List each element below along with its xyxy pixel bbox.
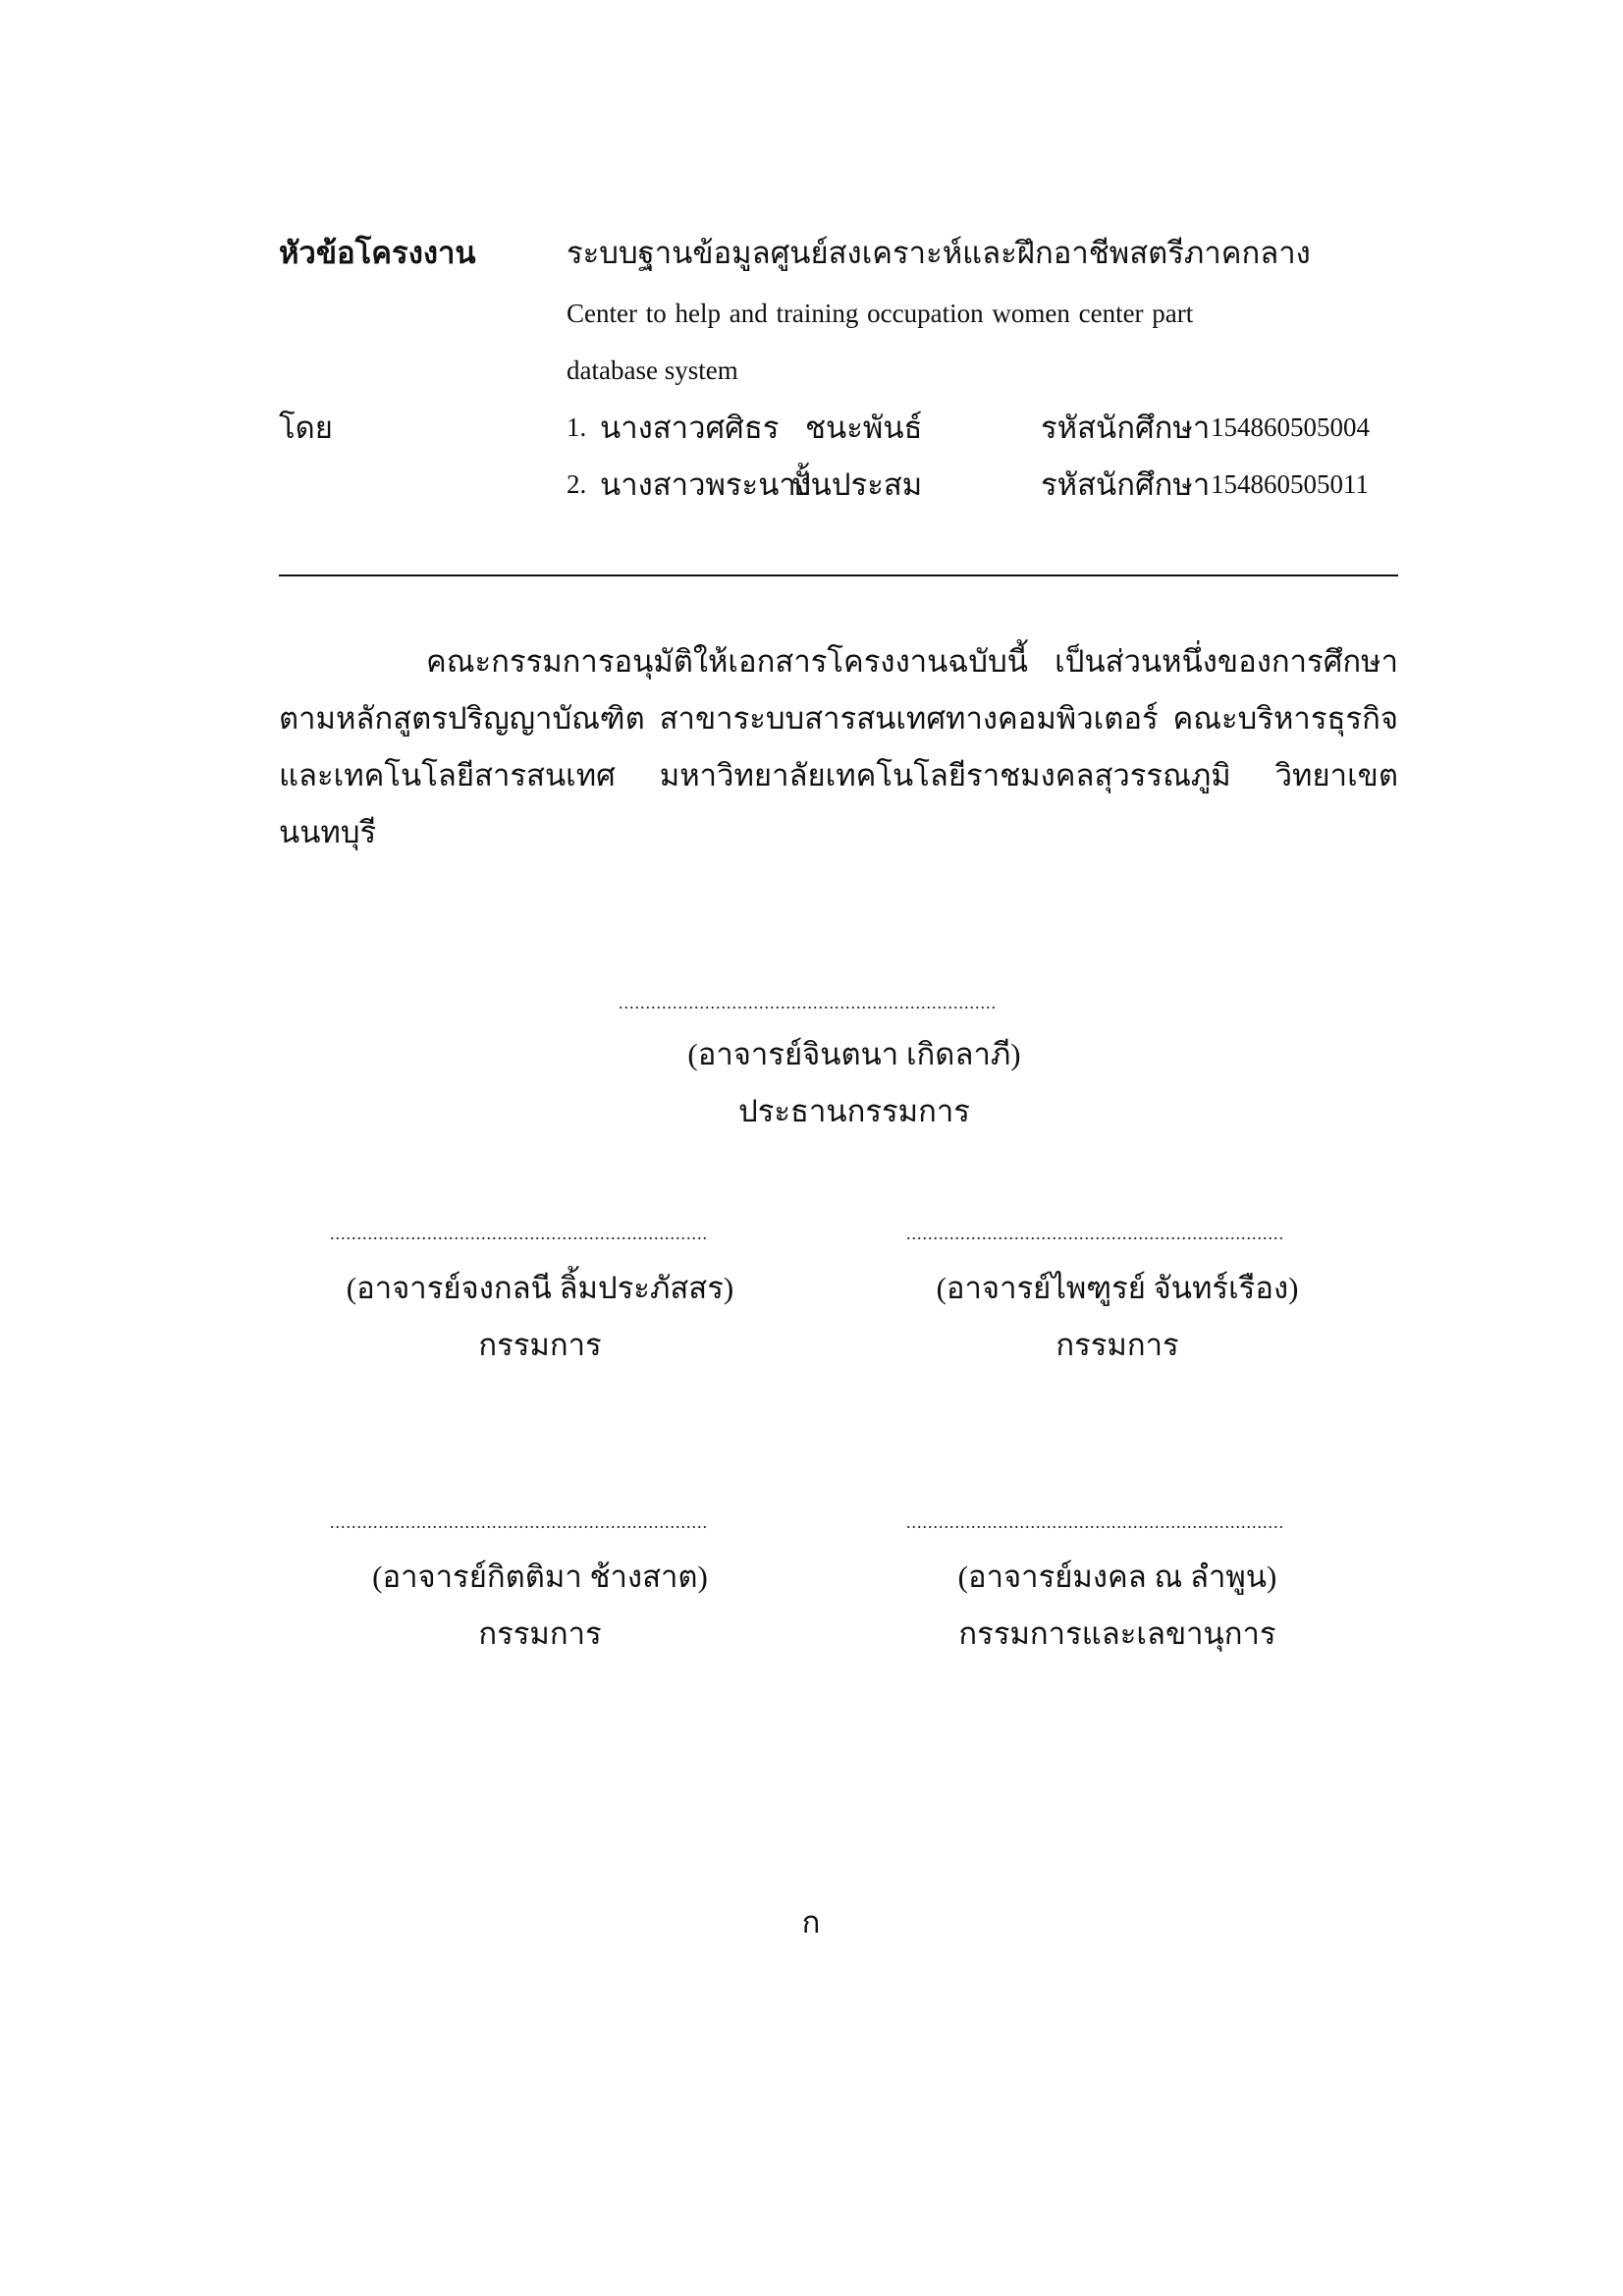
project-title-english-line1: Center to help and training occupation women center part <box>567 299 1194 328</box>
student-number: 2. <box>567 469 587 499</box>
signature-line-secretary: ...................................................................... <box>906 1513 1284 1531</box>
student-name: นางสาวศศิธร <box>600 410 780 445</box>
signature-line-member3: ...................................................................... <box>330 1513 708 1531</box>
member3-role: กรรมการ <box>478 1616 602 1651</box>
student-name: นางสาวพระนาง <box>600 467 811 502</box>
project-label: หัวข้อโครงงาน <box>279 236 476 270</box>
member3-name: (อาจารย์กิตติมา ช้างสาต) <box>372 1559 708 1594</box>
signature-line-member1: ...................................................................... <box>330 1225 708 1242</box>
divider-line <box>279 574 1398 576</box>
member2-name: (อาจารย์ไพฑูรย์ จันทร์เรือง) <box>936 1271 1299 1305</box>
member2-role: กรรมการ <box>1055 1328 1179 1362</box>
student-number: 1. <box>567 412 587 442</box>
student-surname: ปั้นประสม <box>791 467 923 502</box>
page-number: ก <box>801 1905 821 1940</box>
project-title-thai: ระบบฐานข้อมูลศูนย์สงเคราะห์และฝึกอาชีพสตรีภาคกลาง <box>567 236 1311 270</box>
student-id-label: รหัสนักศึกษา <box>1041 410 1211 445</box>
student-id-label: รหัสนักศึกษา <box>1041 467 1211 502</box>
signature-line-member2: ...................................................................... <box>906 1225 1284 1242</box>
member1-role: กรรมการ <box>478 1328 602 1362</box>
student-surname: ชนะพันธ์ <box>805 410 923 445</box>
signature-line-chair: ...................................................................... <box>619 994 997 1011</box>
secretary-role: กรรมการและเลขานุการ <box>958 1616 1276 1651</box>
project-title-english-line2: database system <box>567 355 738 385</box>
student-id: 154860505004 <box>1211 412 1370 442</box>
approval-paragraph: คณะกรรมการอนุมัติให้เอกสารโครงงานฉบับนี้ เป็นส่วนหนึ่งของการศึกษาตามหลักสูตรปริญญาบัณฑิต สาขาระบบสารสนเทศทางคอมพิวเตอร์ คณะบริหารธุรกิจและเทคโนโลยีสารสนเทศ มหาวิทยาลัยเทคโนโลยีราชมงคลสุวรรณภูมิ วิทยาเขตนนทบุรี <box>279 644 1398 849</box>
chair-role: ประธานกรรมการ <box>738 1094 970 1128</box>
secretary-name: (อาจารย์มงคล ณ ลำพูน) <box>957 1559 1277 1594</box>
student-id: 154860505011 <box>1211 469 1369 499</box>
member1-name: (อาจารย์จงกลนี ลิ้มประภัสสร) <box>346 1271 734 1305</box>
chair-name: (อาจารย์จินตนา เกิดลาภี) <box>687 1037 1021 1071</box>
by-label: โดย <box>279 410 333 445</box>
